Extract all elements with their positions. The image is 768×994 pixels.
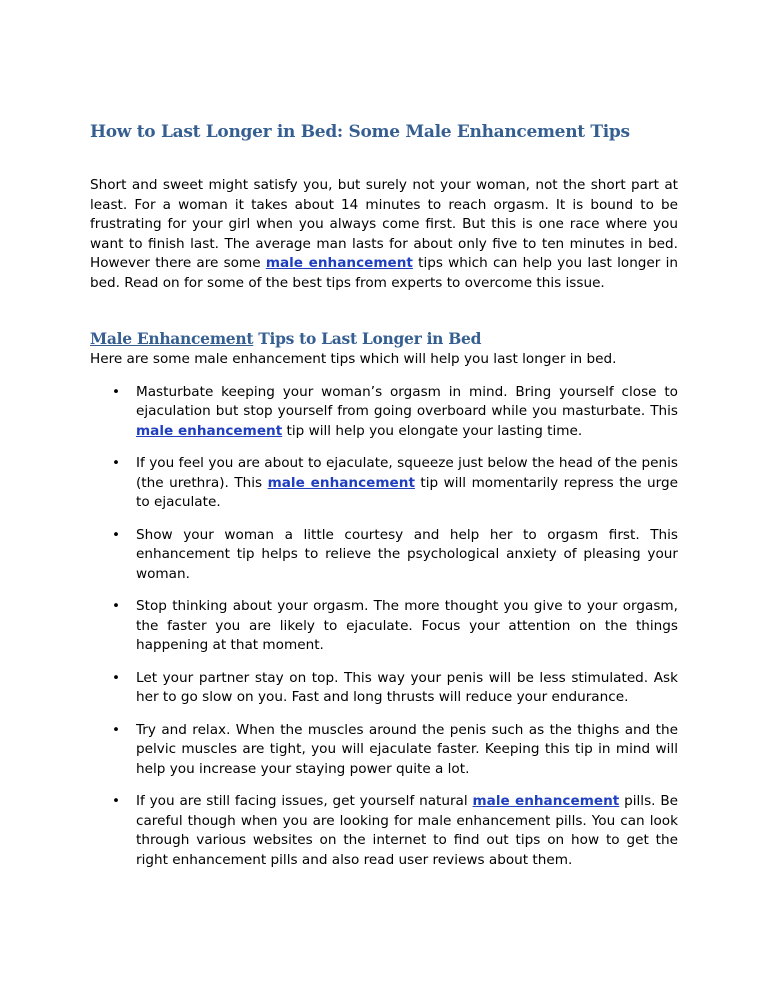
- list-item-text-start: Masturbate keeping your woman’s orgasm in mind. Bring yourself close to ejaculation but stop yourself from going overboard while you masturbate. This: [136, 383, 678, 419]
- list-item-text: Show your woman a little courtesy and help her to orgasm first. This enhancement tip helps to relieve the psychological anxiety of pleasing your woman.: [136, 526, 678, 582]
- list-item-text: Try and relax. When the muscles around the penis such as the thighs and the pelvic muscles are tight, you will ejaculate faster. Keeping this tip in mind will help you increase your staying power quite a lot.: [136, 721, 678, 777]
- section-heading-rest: Tips to Last Longer in Bed: [253, 329, 482, 348]
- list-item-text-end: tip will help you elongate your lasting time.: [282, 422, 583, 439]
- bullet-icon: •: [112, 383, 121, 400]
- male-enhancement-link[interactable]: male enhancement: [265, 255, 413, 271]
- list-item: [90, 383, 678, 442]
- section-intro: Here are some male enhancement tips which will help you last longer in bed.: [90, 351, 617, 367]
- intro-paragraph: [90, 176, 678, 293]
- list-item: [90, 669, 678, 708]
- tips-list: [90, 383, 678, 871]
- list-item-text: [136, 454, 678, 513]
- page-title: How to Last Longer in Bed: Some Male Enhancement Tips: [90, 122, 630, 142]
- document-content: [90, 120, 678, 883]
- bullet-icon: •: [112, 526, 121, 543]
- male-enhancement-link[interactable]: male enhancement: [136, 422, 283, 439]
- list-item: [90, 721, 678, 780]
- section-heading: [90, 328, 678, 350]
- intro-text-end: tips which can help you last longer in bed. Read on for some of the best tips from experts to overcome this issue.: [90, 255, 678, 291]
- list-item-text-end: pills. Be careful though when you are looking for male enhancement pills. You can look through various websites on the internet to find out tips on how to get the right enhancement pills and also read user reviews about them.: [136, 793, 679, 868]
- bullet-icon: •: [112, 669, 121, 686]
- bullet-icon: •: [112, 793, 121, 809]
- list-item-text: Stop thinking about your orgasm. The more thought you give to your orgasm, the faster you are likely to ejaculate. Focus your attention on the things happening at that moment.: [136, 598, 678, 653]
- list-item-text-end: tip will momentarily repress the urge to ejaculate.: [136, 474, 678, 510]
- list-item: [90, 454, 678, 513]
- section-heading-underlined: Male Enhancement: [90, 329, 254, 348]
- male-enhancement-link[interactable]: male enhancement: [472, 793, 620, 809]
- bullet-icon: •: [112, 455, 121, 471]
- list-item: [90, 792, 678, 870]
- list-item-text: Let your partner stay on top. This way your penis will be less stimulated. Ask her to go slow on you. Fast and long thrusts will reduce your endurance.: [136, 669, 678, 705]
- list-item-text: [136, 383, 678, 442]
- intro-text-start: Short and sweet might satisfy you, but surely not your woman, not the short part at least. For a woman it takes about 14 minutes to reach orgasm. It is bound to be frustrating for your girl when you always come first. But this is one race where you want to finish last. The average man lasts for about only five to ten minutes in bed. However there are some: [90, 177, 678, 271]
- list-item: [90, 526, 678, 585]
- list-item-text-start: If you feel you are about to ejaculate, squeeze just below the head of the penis (the urethra). This: [136, 455, 678, 491]
- bullet-icon: •: [112, 721, 121, 738]
- bullet-icon: •: [112, 598, 121, 614]
- list-item-text: [136, 792, 678, 870]
- list-item: [90, 597, 678, 656]
- list-item-text-start: If you are still facing issues, get yourself natural: [136, 793, 473, 809]
- male-enhancement-link[interactable]: male enhancement: [267, 474, 415, 491]
